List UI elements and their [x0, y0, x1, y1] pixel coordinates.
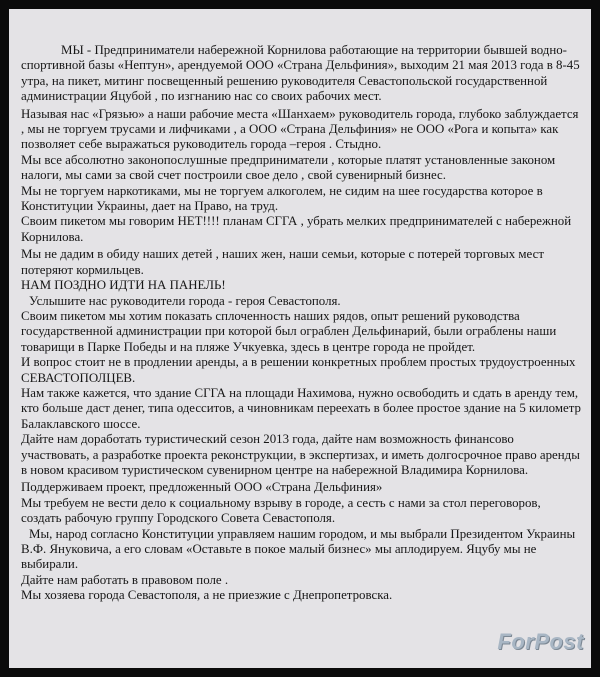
paragraph-tourist-season: Дайте нам доработать туристический сезон 2013 года, дайте нам возможность финансово участвовать, а разработке проекта реконструкции, в экспертизах, и иметь долгосрочное право аренды в новом красивом туристическом сувенирном центре на набережной Владимира Корнилова.	[21, 432, 580, 477]
paragraph-intro: МЫ - Предприниматели набережной Корнилова работающие на территории бывшей водно-спортивной базы «Нептун», арендуемой ООО «Страна Дельфиния», выходим 21 мая 2013 года в 8-45 утра, на пикет, митинг посвещенный решению руководителя Севастопольской государственной администрации Яцубой , по изгнанию нас со своих рабочих мест.	[21, 43, 580, 104]
paragraph-unity: Своим пикетом мы хотим показать сплоченность наших рядов, опыт решений руководства государственной администрации при которой был ограблен Дельфинарий, были ограблены наши товарищи в Парке Победы и на пляже Учкуевка, здесь в центре города не пройдет.	[21, 308, 557, 354]
paragraph-demand: Мы требуем не вести дело к социальному взрыву в городе, а сесть с нами за стол переговоров, создать рабочую группу Городского Совета Севастополя.	[21, 495, 541, 526]
paragraph-support-project: Поддерживаем проект, предложенный ООО «Страна Дельфиния»	[21, 480, 383, 495]
paragraph-no-narcotics: Мы не торгуем наркотиками, мы не торгуем алкоголем, не сидим на шее государства которое в Конституции Украины, дает на Право, на труд.	[21, 183, 543, 214]
paragraph-slogan: НАМ ПОЗДНО ИДТИ НА ПАНЕЛЬ!	[21, 278, 226, 293]
paragraph-law-abiding: Мы все абсолютно законопослушные предприниматели , которые платят установленные законом налоги, мы сами за свой счет построили свое дело , свой сувенирный бизнес.	[21, 152, 556, 183]
document-page	[9, 9, 591, 668]
paragraph-president: Мы, народ согласно Конституции управляем нашим городом, и мы выбрали Президентом Украины В.Ф. Януковича, а его словам «Оставьте в покое малый бизнес» мы аплодируем. Яцубу мы не выбирали.	[21, 526, 576, 572]
paragraph-gryaz: Называя нас «Грязью» а наши рабочие места «Шанхаем» руководитель города, глубоко заблуждается , мы не торгуем трусами и лифчиками , а ООО «Страна Дельфиния» не ООО «Рога и копыта» как позволяет себе выражаться руководитель города –героя . Стыдно.	[21, 106, 579, 152]
paragraph-families: Мы не дадим в обиду наших детей , наших жен, наши семьи, которые с потерей торговых мест потеряют кормильцев.	[21, 247, 544, 277]
forpost-watermark: ForPost	[497, 629, 584, 654]
paragraph-hosts: Мы хозяева города Севастополя, а не приезжие с Днепропетровска.	[21, 588, 393, 603]
paragraph-picket-no: Своим пикетом мы говорим НЕТ!!!! планам СГГА , убрать мелких предпринимателей с набережной Корнилова.	[21, 214, 572, 244]
paragraph-hear-us: Услышите нас руководители города - героя Севастополя.	[29, 293, 341, 308]
paragraph-sgga-building: Нам также кажется, что здание СГГА на площади Нахимова, нужно освободить и сдать в аренду тем, кто больше даст денег, типа одесситов, а чиновникам переехать в более простое здание на 5 километр Балаклавского шоссе.	[21, 385, 581, 431]
paragraph-legal-field: Дайте нам работать в правовом поле .	[21, 572, 229, 587]
paragraph-lease-question: И вопрос стоит не в продлении аренды, а в решении конкретных проблем простых трудоустроенных СЕВАСТОПОЛЦЕВ.	[21, 355, 576, 385]
